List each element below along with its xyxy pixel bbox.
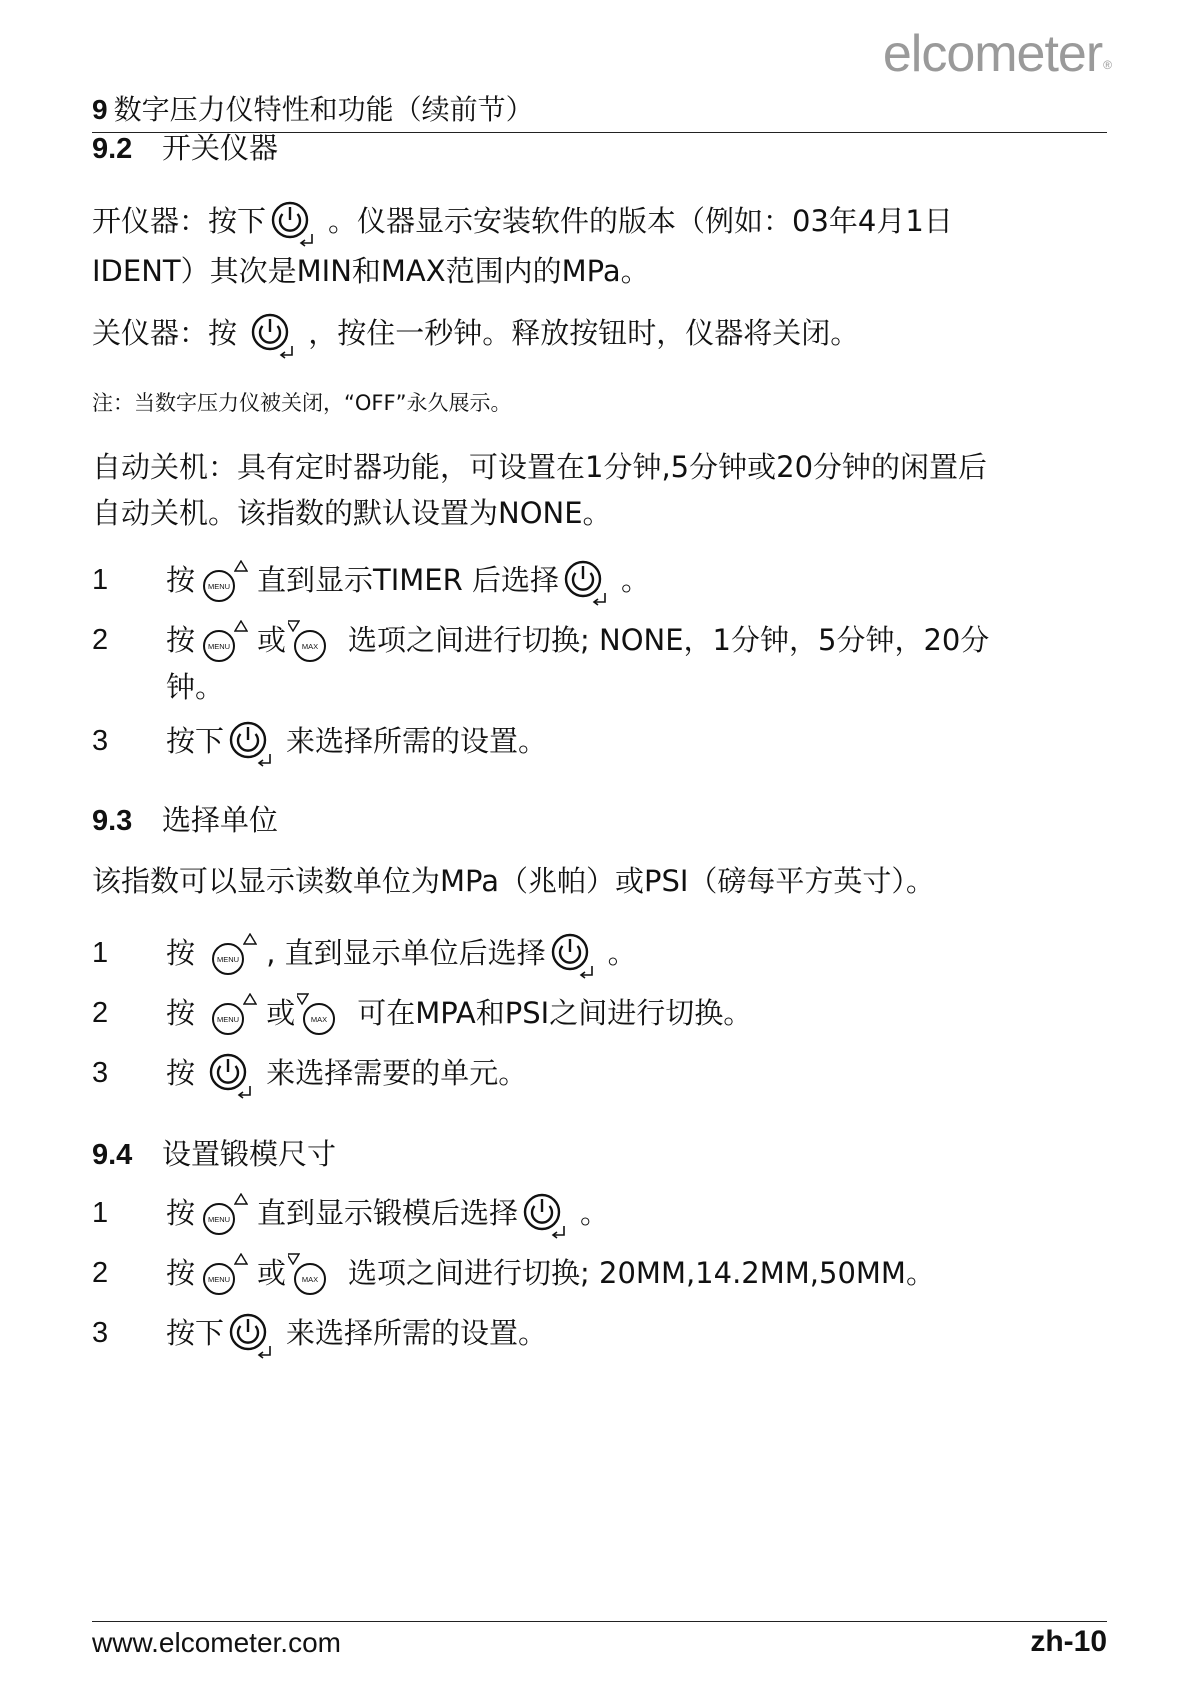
svg-text:MAX: MAX	[301, 1275, 319, 1284]
chapter-heading	[92, 92, 1107, 133]
power-enter-icon	[206, 1050, 264, 1100]
section-heading-9-3: 9.3 选择单位	[92, 803, 279, 837]
max-down-button-icon	[288, 1253, 346, 1297]
auto-off-paragraph: 自动关机：具有定时器功能，可设置在1分钟,5分钟或20分钟的闲置后 自动关机。该指数的默认设置为NONE。	[92, 450, 988, 530]
section-heading-9-4: 9.4 设置锻模尺寸	[92, 1137, 337, 1171]
svg-text:MAX: MAX	[301, 642, 319, 651]
svg-text:MAX: MAX	[311, 1015, 328, 1024]
page-number: zh-10	[1030, 1625, 1107, 1658]
power-enter-icon	[548, 930, 606, 980]
svg-text:MENU: MENU	[207, 1275, 231, 1284]
svg-text:MENU: MENU	[217, 955, 240, 964]
section-heading-9-2: 9.2 开关仪器	[92, 131, 279, 165]
off-note: 注：当数字压力仪被关闭，“OFF”永久展示。	[92, 391, 512, 415]
max-down-button-icon	[297, 993, 355, 1037]
chapter-number: 9	[92, 94, 108, 125]
menu-up-button-icon	[197, 1193, 255, 1237]
menu-up-button-icon	[197, 560, 255, 604]
svg-text:MENU: MENU	[207, 642, 231, 651]
footer-rule	[92, 1621, 1107, 1622]
power-enter-icon	[226, 718, 284, 768]
footer-url: www.elcometer.com	[92, 1627, 341, 1658]
menu-up-button-icon	[206, 993, 264, 1037]
svg-text:MENU: MENU	[207, 582, 231, 591]
svg-text:MENU: MENU	[207, 1215, 231, 1224]
power-on-paragraph: 开仪器：按下 。仪器显示安装软件的版本（例如：03年4月1日 IDENT）其次是MIN和MAX范围内的MPa。	[92, 198, 1112, 294]
power-enter-icon	[268, 198, 326, 248]
power-enter-icon	[226, 1310, 284, 1360]
max-down-button-icon	[288, 620, 346, 664]
power-enter-icon	[520, 1190, 578, 1240]
chapter-title: 数字压力仪特性和功能（续前节）	[113, 93, 534, 126]
power-enter-icon	[248, 310, 306, 360]
svg-text:MENU: MENU	[217, 1015, 240, 1024]
power-off-paragraph: 关仪器：按 ，按住一秒钟。释放按钮时，仪器将关闭。	[92, 310, 1112, 360]
elcometer-logo: elcometer®	[882, 25, 1111, 83]
power-enter-icon	[561, 557, 619, 607]
menu-up-button-icon	[197, 1253, 255, 1297]
units-intro: 该指数可以显示读数单位为MPa（兆帕）或PSI（磅每平方英寸）。	[92, 864, 935, 898]
menu-up-button-icon	[197, 620, 255, 664]
menu-up-button-icon	[206, 933, 264, 977]
